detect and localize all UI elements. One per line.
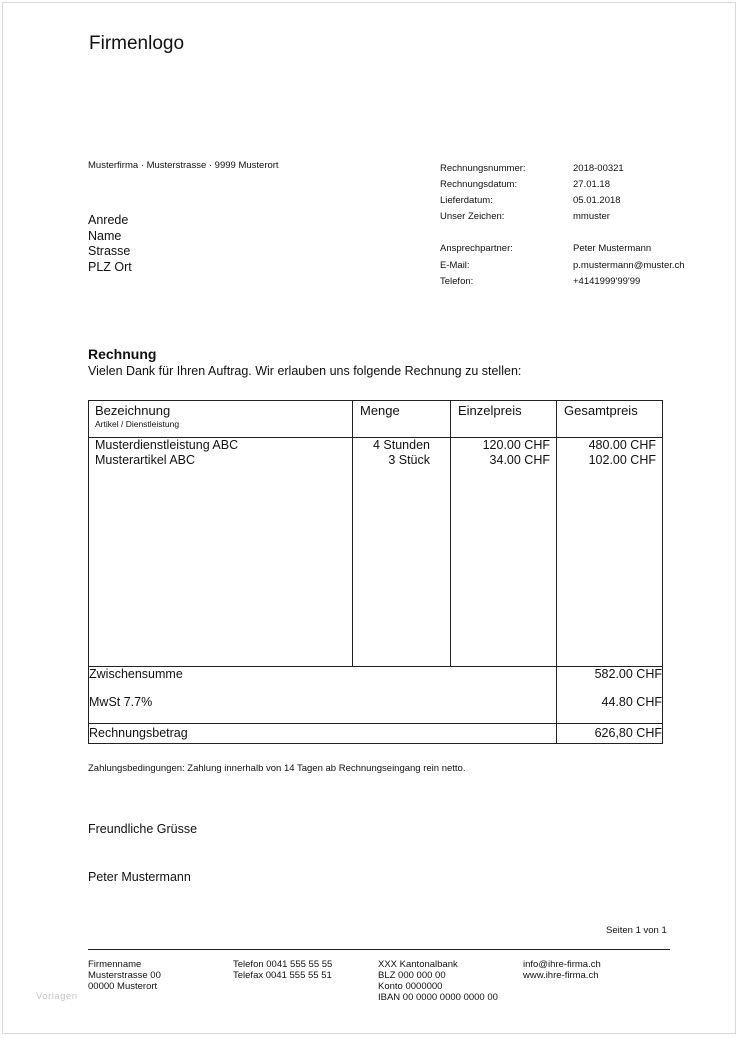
invoice-intro: Vielen Dank für Ihren Auftrag. Wir erlauben uns folgende Rechnung zu stellen: (88, 364, 522, 378)
footer-divider (88, 949, 670, 950)
item-quantity: 4 Stunden (373, 438, 430, 452)
reference-value: mmuster (573, 211, 610, 222)
item-description: Musterdienstleistung ABC (95, 438, 239, 452)
closing-greeting: Freundliche Grüsse (88, 822, 198, 836)
item-unit-price: 120.00 CHF (482, 438, 550, 452)
subtotal-row (89, 667, 663, 724)
company-logo: Firmenlogo (89, 33, 185, 54)
footer-email-link[interactable]: info@ihre-firma.ch (523, 959, 601, 970)
recipient-line: Strasse (88, 244, 131, 258)
table-items-row (89, 438, 663, 667)
items-quantity-cell (353, 438, 451, 667)
subtotal-labels (89, 667, 557, 724)
total-value: 626,80 CHF (557, 724, 663, 744)
item-unit-price: 34.00 CHF (489, 453, 550, 467)
reference-label: Unser Zeichen: (440, 211, 505, 222)
header-total-price (557, 401, 663, 438)
subtotal-value: 582.00 CHF (594, 667, 662, 681)
page-info: Seiten 1 von 1 (606, 925, 667, 936)
footer-line: Musterstrasse 00 (88, 970, 161, 981)
total-label: Rechnungsbetrag (89, 724, 557, 744)
footer-line: Firmenname (88, 959, 142, 970)
item-total-price: 480.00 CHF (588, 438, 656, 452)
delivery-date-label: Lieferdatum: (440, 195, 493, 206)
header-description-label: Bezeichnung (95, 403, 171, 418)
header-unit-price-label: Einzelpreis (458, 403, 522, 418)
invoice-date-label: Rechnungsdatum: (440, 179, 518, 190)
total-row (89, 724, 663, 744)
contact-value: Peter Mustermann (573, 243, 652, 254)
footer-website-link[interactable]: www.ihre-firma.ch (523, 970, 599, 981)
items-total-price-cell (557, 438, 663, 667)
item-total-price: 102.00 CHF (588, 453, 656, 467)
vat-label: MwSt 7.7% (89, 695, 153, 709)
signature-name: Peter Mustermann (88, 870, 191, 884)
item-quantity: 3 Stück (388, 453, 430, 467)
header-quantity-label: Menge (360, 403, 400, 418)
invoice-date-value: 27.01.18 (573, 179, 610, 190)
recipient-line: Name (88, 228, 122, 243)
footer-company (88, 959, 161, 992)
footer-line: 00000 Musterort (88, 981, 158, 992)
header-total-price-label: Gesamtpreis (564, 403, 638, 418)
footer-bank (378, 959, 498, 1003)
table-header-row (89, 401, 663, 438)
header-description (89, 401, 353, 438)
delivery-date-value: 05.01.2018 (573, 195, 621, 206)
footer-line: BLZ 000 000 00 (378, 970, 446, 981)
recipient-address (88, 213, 132, 275)
recipient-line: Anrede (88, 213, 129, 227)
footer-phone (233, 959, 332, 981)
footer-line: Telefon 0041 555 55 55 (233, 959, 333, 970)
recipient-line: PLZ Ort (88, 259, 132, 274)
email-value: p.mustermann@muster.ch (573, 260, 685, 271)
invoice-number-label: Rechnungsnummer: (440, 163, 526, 174)
footer-line: IBAN 00 0000 0000 0000 00 (378, 992, 498, 1003)
invoice-number-value: 2018-00321 (573, 163, 624, 174)
payment-terms: Zahlungsbedingungen: Zahlung innerhalb von 14 Tagen ab Rechnungseingang rein netto. (88, 763, 466, 774)
header-quantity (353, 401, 451, 438)
footer-web (523, 959, 601, 981)
watermark: Vorlagen (36, 991, 78, 1002)
invoice-title: Rechnung (88, 346, 157, 362)
footer-line: Telefax 0041 555 55 51 (233, 970, 332, 981)
phone-value: +4141999'99'99 (573, 276, 641, 287)
subtotal-values (557, 667, 663, 724)
items-unit-price-cell (451, 438, 557, 667)
header-unit-price (451, 401, 557, 438)
invoice-table (88, 400, 663, 744)
phone-label: Telefon: (440, 276, 474, 287)
sender-line: Musterfirma · Musterstrasse · 9999 Musterort (88, 160, 279, 171)
subtotal-label: Zwischensumme (89, 667, 183, 681)
contact-label: Ansprechpartner: (440, 243, 513, 254)
vat-value: 44.80 CHF (601, 695, 662, 709)
items-description-cell (89, 438, 353, 667)
item-description: Musterartikel ABC (95, 453, 196, 467)
header-description-sub: Artikel / Dienstleistung (95, 419, 180, 429)
footer-line: Konto 0000000 (378, 981, 443, 992)
email-label: E-Mail: (440, 260, 470, 271)
footer-line: XXX Kantonalbank (378, 959, 458, 970)
